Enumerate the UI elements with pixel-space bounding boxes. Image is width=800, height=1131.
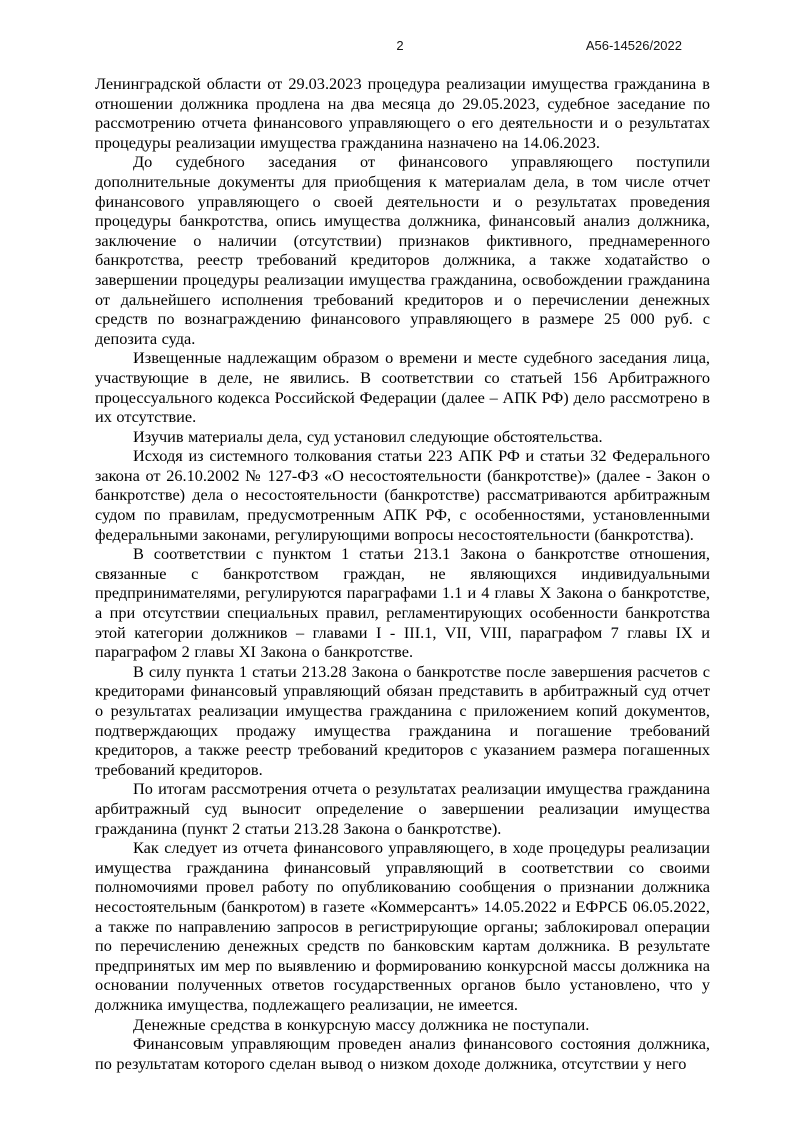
paragraph: Изучив материалы дела, суд установил следующие обстоятельства. bbox=[133, 426, 603, 446]
document-body bbox=[95, 74, 710, 1073]
page-number: 2 bbox=[396, 38, 404, 53]
paragraph: Ленинградской области от 29.03.2023 процедура реализации имущества гражданина в отношении должника продлена на два месяца до 29.05.2023, судебное заседание по рассмотрению отчета финансового управляющего о его деятельности и о результатах процедуры реализации имущества гражданина назначено на 14.06.2023. bbox=[95, 74, 710, 152]
paragraph: Исходя из системного толкования статьи 223 АПК РФ и статьи 32 Федерального закона от 26.10.2002 № 127-ФЗ «О несостоятельности (банкротстве)» (далее - Закон о банкротстве) дела о несостоятельности (банкротстве) рассматриваются арбитражным судом по правилам, предусмотренным АПК РФ, с особенностями, установленными федеральными законами, регулирующими вопросы несостоятельности (банкротства). bbox=[95, 446, 710, 544]
paragraph: В силу пункта 1 статьи 213.28 Закона о банкротстве после завершения расчетов с кредиторами финансовый управляющий обязан представить в арбитражный суд отчет о результатах реализации имущества гражданина с приложением копий документов, подтверждающих продажу имущества гражданина и погашение требований кредиторов, а также реестр требований кредиторов с указанием размера погашенных требований кредиторов. bbox=[95, 661, 710, 779]
paragraph: Как следует из отчета финансового управляющего, в ходе процедуры реализации имущества гражданина финансовый управляющий в соответствии со своими полномочиями провел работу по опубликованию сообщения о признании должника несостоятельным (банкротом) в газете «Коммерсантъ» 14.05.2022 и ЕФРСБ 06.05.2022, а также по направлению запросов в регистрирующие органы; заблокировал операции по перечислению денежных средств по банковским картам должника. В результате предпринятых им мер по выявлению и формированию конкурсной массы должника на основании полученных ответов государственных органов было установлено, что у должника имущества, подлежащего реализации, не имеется. bbox=[95, 838, 710, 1014]
paragraph: Извещенные надлежащим образом о времени и месте судебного заседания лица, участвующие в деле, не явились. В соответствии со статьей 156 Арбитражного процессуального кодекса Российской Федерации (далее – АПК РФ) дело рассмотрено в их отсутствие. bbox=[95, 348, 710, 427]
paragraph: По итогам рассмотрения отчета о результатах реализации имущества гражданина арбитражный суд выносит определение о завершении реализации имущества гражданина (пункт 2 статьи 213.28 Закона о банкротстве). bbox=[95, 779, 710, 838]
paragraph: В соответствии с пунктом 1 статьи 213.1 Закона о банкротстве отношения, связанные с банкротством граждан, не являющихся индивидуальными предпринимателями, регулируются параграфами 1.1 и 4 главы X Закона о банкротстве, а при отсутствии специальных правил, регламентирующих особенности банкротства этой категории должников – главами I - III.1, VII, VIII, параграфом 7 главы IX и параграфом 2 главы XI Закона о банкротстве. bbox=[95, 544, 710, 662]
paragraph: Денежные средства в конкурсную массу должника не поступали. bbox=[133, 1014, 590, 1034]
page-header bbox=[0, 38, 800, 54]
paragraph: Финансовым управляющим проведен анализ финансового состояния должника, по результатам которого сделан вывод о низком доходе должника, отсутствии у него bbox=[95, 1034, 710, 1073]
case-number: А56-14526/2022 bbox=[585, 38, 682, 53]
paragraph: До судебного заседания от финансового управляющего поступили дополнительные документы для приобщения к материалам дела, в том числе отчет финансового управляющего о своей деятельности и о результатах проведения процедуры банкротства, опись имущества должника, финансовый анализ должника, заключение о наличии (отсутствии) признаков фиктивного, преднамеренного банкротства, реестр требований кредиторов должника, а также ходатайство о завершении процедуры реализации имущества гражданина, освобождении гражданина от дальнейшего исполнения требований кредиторов и о перечислении денежных средств по вознаграждению финансового управляющего в размере 25 000 руб. с депозита суда. bbox=[95, 152, 710, 348]
